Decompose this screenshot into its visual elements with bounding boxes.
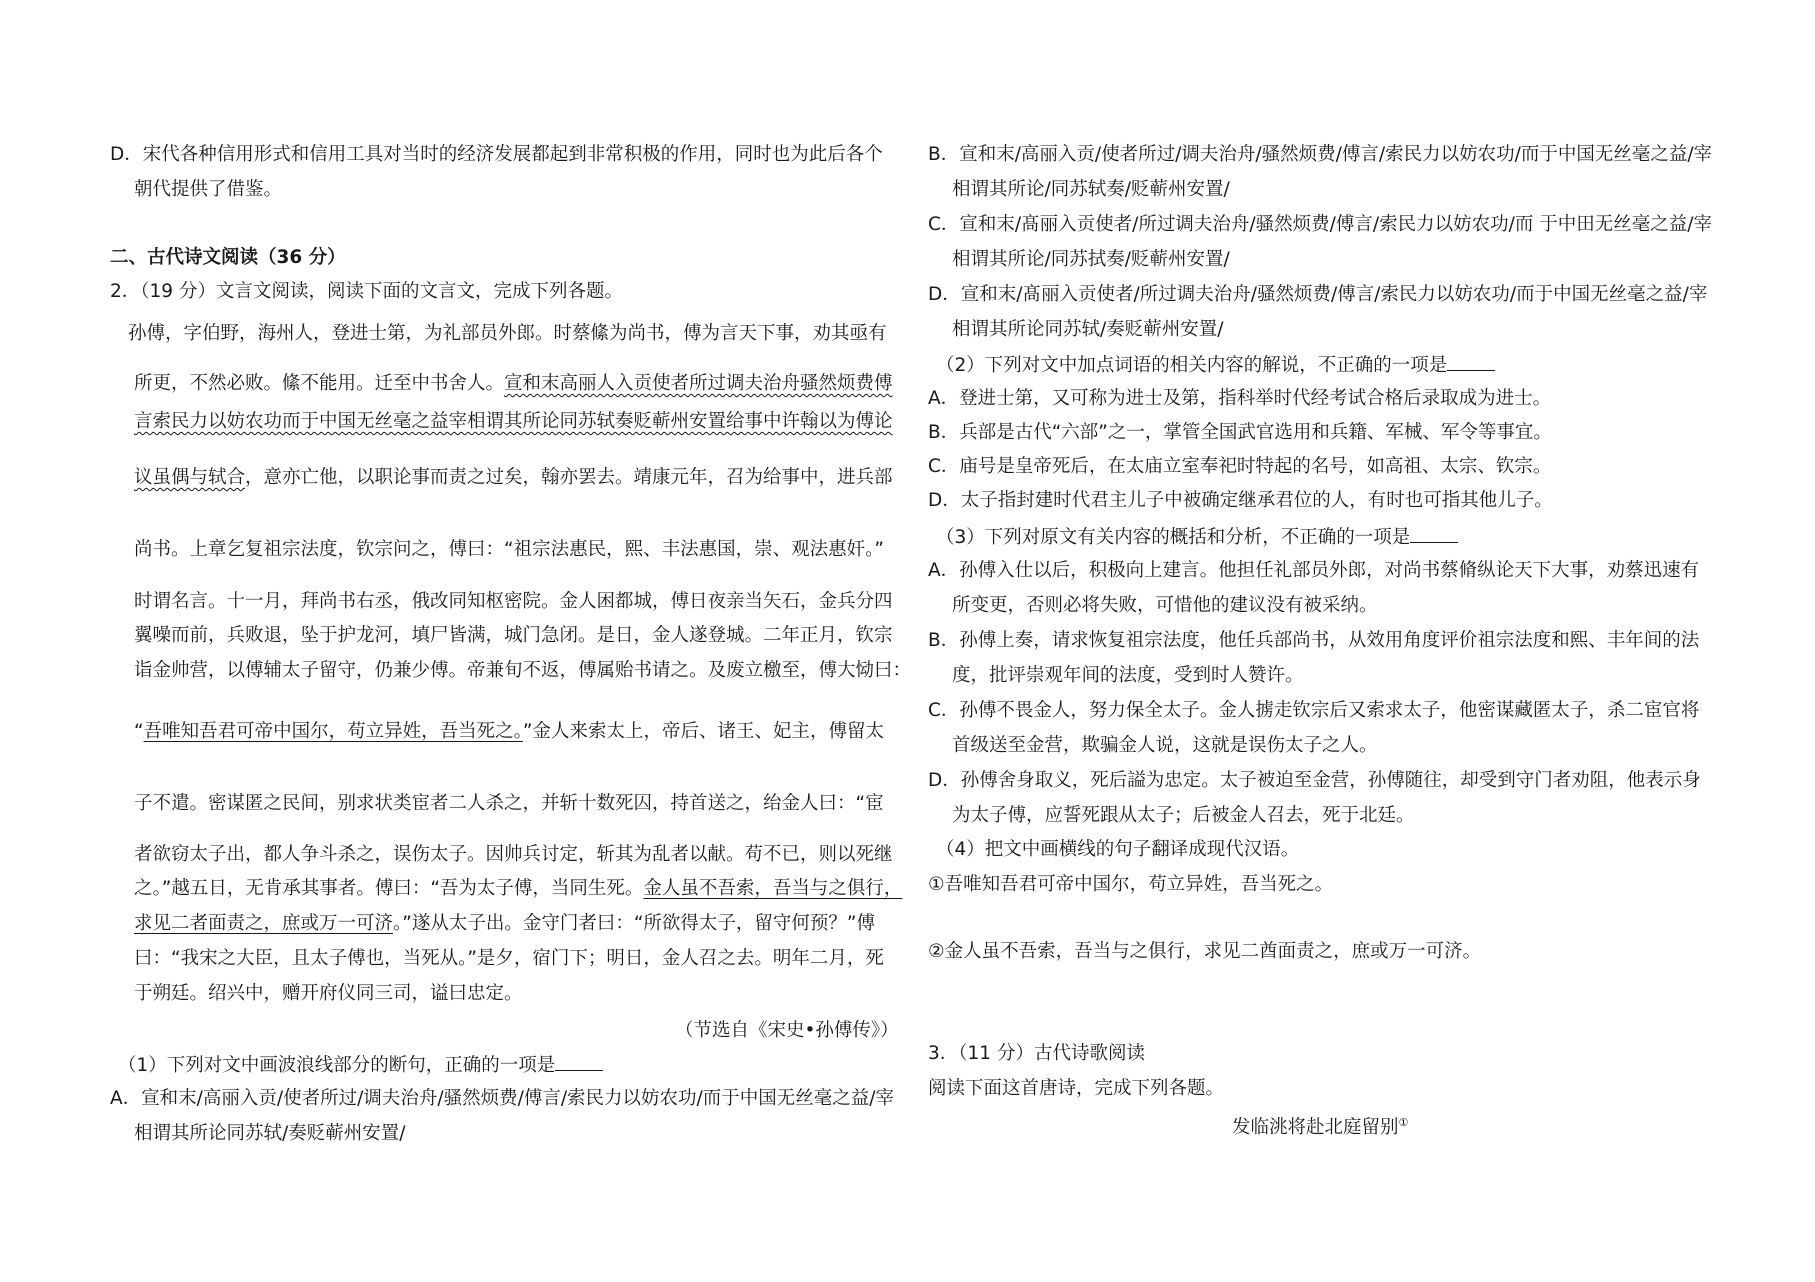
passage-line: 子不遣。密谋匿之民间，别求状类宦者二人杀之，并斩十数死囚，持首送之，绐金人曰：“宦 (134, 793, 884, 814)
sub1-option-b-line2: 相谓其所论/同苏轼奏/贬蕲州安置/ (952, 179, 1230, 200)
passage-line: 翼噪而前，兵败退，坠于护龙河，填尸皆满，城门急闭。是日，金人遂登城。二年正月，钦宗 (134, 625, 893, 646)
option-d-line1: D．宋代各种信用形式和信用工具对当时的经济发展都起到非常积极的作用，同时也为此后各个 (110, 144, 883, 165)
passage-line: 于朔廷。绍兴中，赠开府仪同三司，谥曰忠定。 (134, 983, 523, 1004)
sub-question-1: （1）下列对文中画波浪线部分的断句，正确的一项是 (118, 1052, 603, 1078)
footnote-marker: ① (1398, 1116, 1409, 1129)
section-title: 二、古代诗文阅读（36 分） (110, 247, 346, 268)
sub3-option-c-line2: 首级送至金营，欺骗金人说，这就是误伤太子之人。 (952, 735, 1378, 756)
passage-line: 言索民力以妨农功而于中国无丝毫之益宰相谓其所论同苏轼奏贬蕲州安置给事中许翰以为傅论 (134, 411, 893, 432)
underlined-sentence-2-cont: 求见二者面责之，庶或万一可济 (134, 913, 394, 934)
answer-blank (555, 1052, 603, 1071)
wavy-sentence: 宣和末高丽人入贡使者所过调夫治舟骚然烦费傅 (504, 373, 893, 394)
passage-line: 曰：“我宋之大臣，且太子傅也，当死从。”是夕，宿门下；明日，金人召之去。明年二月，死 (134, 948, 884, 969)
passage-line: 时谓名言。十一月，拜尚书右丞，俄改同知枢密院。金人困都城，傅日夜亲当矢石，金兵分四 (134, 591, 893, 612)
question-2-intro: 2．（19 分）文言文阅读，阅读下面的文言文，完成下列各题。 (110, 281, 623, 302)
sub1-option-c-line1: C．宣和末/髙丽入贡使者/所过调夫治舟/骚然烦费/傅言/索民力以妨农功/而 于中田无丝毫之益/宰 (928, 214, 1712, 235)
sub1-option-d-line1: D．宣和末/髙丽入贡使者/所过调夫治舟/骚然烦费/傅言/索民力以妨农功/而于中国无丝毫之益/宰 (928, 284, 1708, 305)
sub3-option-c-line1: C．孙傅不畏金人，努力保全太子。金人掳走钦宗后又索求太子，他密谋藏匿太子，杀二宦官将 (928, 700, 1700, 721)
sub1-option-d-line2: 相谓其所论同苏轼/奏贬蕲州安置/ (952, 319, 1224, 340)
passage-line: 者欲窃太子出，都人争斗杀之，误伤太子。因帅兵讨定，斩其为乱者以献。苟不已，则以死继 (134, 844, 893, 865)
question-3-intro: 阅读下面这首唐诗，完成下列各题。 (928, 1078, 1225, 1099)
sub1-option-a-line1: A．宣和末/高丽入贡/使者所过/调夫治舟/骚然烦费/傅言/索民力以妨农功/而于中国无丝毫之益/宰 (110, 1088, 895, 1109)
passage-source: （节选自《宋史•孙傅传》） (675, 1020, 899, 1041)
option-d-line2: 朝代提供了借鉴。 (134, 179, 283, 200)
passage-line: 孙傅，字伯野，海州人，登进士第，为礼部员外郎。时蔡絛为尚书，傅为言天下事，劝其亟有 (128, 323, 887, 344)
sub-question-2: （2）下列对文中加点词语的相关内容的解说，不正确的一项是 (936, 352, 1495, 378)
passage-line: 议虽偶与轼合，意亦亡他，以职论事而责之过矣，翰亦罢去。靖康元年，召为给事中，进兵部 (134, 467, 893, 488)
sub2-option-d: D．太子指封建时代君主儿子中被确定继承君位的人，有时也可指其他儿子。 (928, 490, 1553, 511)
underlined-sentence-1: 吾唯知吾君可帝中国尔，苟立异姓，吾当死之。 (143, 721, 523, 742)
passage-line: “吾唯知吾君可帝中国尔，苟立异姓，吾当死之。”金人来索太上，帝后、诸王、妃主，傅留太 (134, 721, 884, 742)
passage-line: 诣金帅营，以傅辅太子留守，仍兼少傅。帝兼旬不返，傅属贻书请之。及废立檄至，傅大恸曰： (134, 660, 912, 681)
answer-blank (1410, 524, 1458, 543)
sub-question-3: （3）下列对原文有关内容的概括和分析，不正确的一项是 (936, 524, 1458, 550)
poem-title: 发临洮将赴北庭留别① (1232, 1116, 1409, 1139)
sub3-option-a-line1: A．孙傅入仕以后，积极向上建言。他担任礼部员外郎，对尚书蔡脩纵论天下大事，劝蔡迅速有 (928, 560, 1700, 581)
passage-line: 之。”越五日，无肯承其事者。傅曰：“吾为太子傅，当同生死。金人虽不吾索，吾当与之俱行， (134, 878, 903, 899)
sub2-option-c: C．庙号是皇帝死后，在太庙立室奉祀时特起的名号，如高祖、太宗、钦宗。 (928, 456, 1552, 477)
sub1-option-c-line2: 相谓其所论/同苏拭奏/贬蕲州安置/ (952, 249, 1230, 270)
passage-line: 求见二者面责之，庶或万一可济。”遂从太子出。金守门者曰：“所欲得太子，留守何预？”傅 (134, 913, 876, 934)
passage-line: 所更，不然必败。絛不能用。迁至中书舍人。宣和末高丽人入贡使者所过调夫治舟骚然烦费傅 (134, 373, 893, 394)
answer-blank (1447, 352, 1495, 371)
sub1-option-b-line1: B．宣和末/高丽入贡/使者所过/调夫治舟/骚然烦费/傅言/索民力以妨农功/而于中国无丝毫之益/宰 (928, 144, 1713, 165)
wavy-sentence: 议虽偶与轼合 (134, 467, 246, 488)
sub2-option-b: B．兵部是古代“六部”之一，掌管全国武官选用和兵籍、军械、军令等事宜。 (928, 422, 1552, 443)
sub3-option-a-line2: 所变更，否则必将失败，可惜他的建议没有被采纳。 (952, 595, 1378, 616)
sub3-option-b-line2: 度，批评崇观年间的法度，受到时人赞许。 (952, 665, 1304, 686)
question-3-title: 3．（11 分）古代诗歌阅读 (928, 1043, 1145, 1064)
sub1-option-a-line2: 相谓其所论同苏轼/奏贬蕲州安置/ (134, 1123, 406, 1144)
sub3-option-d-line1: D．孙傅舍身取义，死后謚为忠定。太子被迫至金营，孙傅随往，却受到守门者劝阻，他表示身 (928, 770, 1701, 791)
sub3-option-d-line2: 为太子傅，应誓死跟从太子；后被金人召去，死于北廷。 (952, 805, 1415, 826)
sub-question-4: （4）把文中画横线的句子翻译成现代汉语。 (936, 839, 1300, 860)
sub2-option-a: A．登进士第，又可称为进士及第，指科举时代经考试合格后录取成为进士。 (928, 388, 1552, 409)
translation-2: ②金人虽不吾索，吾当与之俱行，求见二酋面责之，庶或万一可济。 (928, 941, 1482, 962)
passage-line: 尚书。上章乞复祖宗法度，钦宗问之，傅曰：“祖宗法惠民，熙、丰法惠国，崇、观法惠奸。” (134, 539, 884, 560)
underlined-sentence-2: 金人虽不吾索，吾当与之俱行， (643, 878, 903, 899)
sub3-option-b-line1: B．孙傅上奏，请求恢复祖宗法度，他任兵部尚书，从效用角度评价祖宗法度和熙、丰年间的法 (928, 630, 1700, 651)
translation-1: ①吾唯知吾君可帝中国尔，苟立异姓，吾当死之。 (928, 874, 1334, 895)
